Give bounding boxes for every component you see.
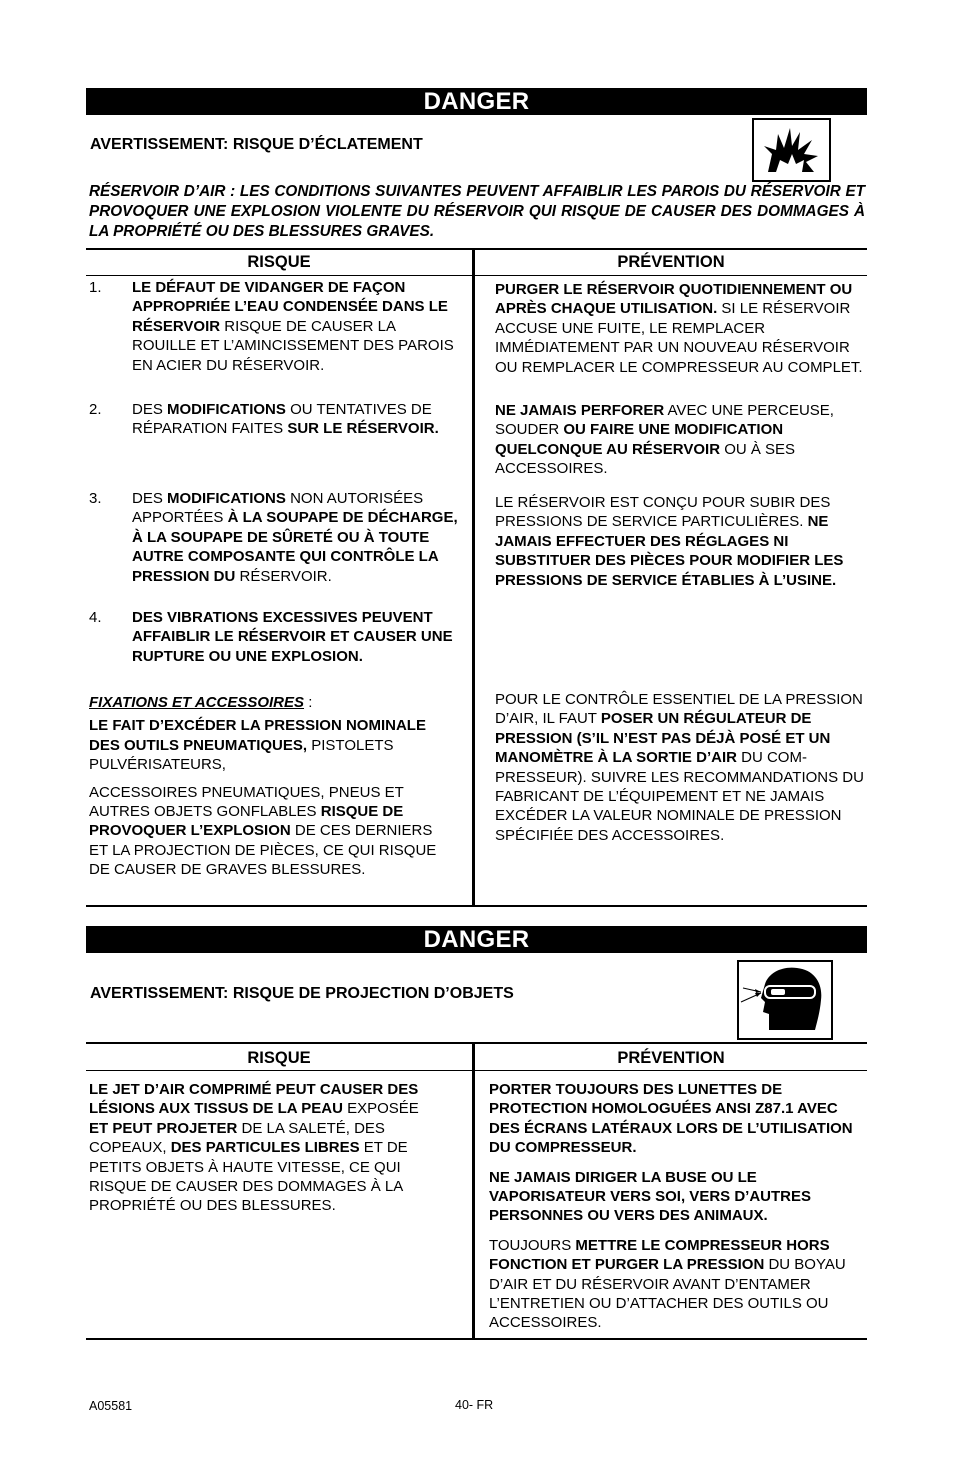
prevention-4 [495, 690, 867, 845]
col-header-prevention: PRÉVENTION [617, 1049, 725, 1067]
risk-text: EXPOSÉE [342, 1100, 419, 1118]
prevention-text: OU À SES ACCESSOIRES. [495, 440, 796, 478]
risk-text: RÉSERVOIR. [235, 567, 332, 585]
prevention-bold: NE JAMAIS EFFECTUER DES RÉGLAGES NI SUBSTITUER DES PIÈCES POUR MODIFIER LES PRESSIONS DE SERVICE ÉTABLIES À L’USINE. [495, 513, 844, 589]
risk-bold: ET PEUT PROJETER [89, 1119, 238, 1137]
document-code: A05581 [89, 1399, 133, 1413]
prevention-text: POUR LE CONTRÔLE ESSENTIEL DE LA PRESSION D’AIR, IL FAUT [495, 691, 863, 728]
fixations-title: FIXATIONS ET ACCESSOIRES [89, 694, 305, 711]
risk-bold: DES VIBRATIONS EXCESSIVES PEUVENT AFFAIBLIR LE RÉSERVOIR ET CAUSER UNE RUPTURE OU UNE EXPLOSION. [132, 609, 453, 665]
prevention-bold: NE JAMAIS PERFORER [495, 402, 665, 419]
item-number: 2. [89, 401, 102, 418]
risk-bold: SUR LE RÉSERVOIR. [287, 420, 439, 438]
fixations-bold: LE FAIT D’EXCÉDER LA PRESSION NOMINALE DES OUTILS PNEUMATIQUES, [89, 717, 426, 754]
fixations-text: DE CES DERNIERS ET LA PROJECTION DE PIÈCES, CE QUI RISQUE DE CAUSER DE GRAVES BLESSURES. [89, 822, 437, 879]
prevention-text: DU BOYAU D’AIR ET DU RÉSERVOIR AVANT D’ENTAMER L’ENTRETIEN OU D’ATTACHER DES OUTILS OU ACCESSOIRES. [489, 1256, 846, 1332]
page-number: 40- FR [455, 1398, 494, 1412]
risk-bold: À LA SOUPAPE DE DÉCHARGE, À LA SOUPAPE DE SÛRETÉ OU À TOUTE AUTRE COMPOSANTE QUI CONTRÔLE LA PRESSION DU [132, 509, 458, 585]
risk-text: DE LA SALETÉ, DES COPEAUX, [89, 1119, 385, 1157]
risk-table-1 [86, 248, 867, 908]
fixations-block [89, 693, 449, 890]
prevention-bold: OU FAIRE UNE MODIFICATION QUELCONQUE AU RÉSERVOIR [495, 421, 784, 458]
risk-text: ET DE PETITS OBJETS À HAUTE VITESSE, CE QUI RISQUE DE CAUSER DES DOMMAGES À LA PROPRIÉTÉ OU DES BLESSURES. [89, 1139, 408, 1215]
prevention-text: SI LE RÉSERVOIR ACCUSE UNE FUITE, LE REMPLACER IMMÉDIATEMENT PAR UN NOUVEAU RÉSERVOIR OU REMPLACER LE COMPRESSEUR AU COMPLET. [495, 300, 863, 376]
risk-text: DES [132, 401, 168, 418]
risk-item [89, 1080, 441, 1216]
fixations-bold: RISQUE DE PROVOQUER L’EXPLOSION [89, 803, 404, 840]
prevention-bold: METTRE LE COMPRESSEUR HORS FONCTION ET PURGER LA PRESSION [489, 1236, 830, 1274]
fixations-colon: : [304, 694, 313, 711]
prevention-bold: PORTER TOUJOURS DES LUNETTES DE PROTECTION HOMOLOGUÉES ANSI Z87.1 AVEC DES ÉCRANS LATÉRAUX LORS DE L’UTILISATION DU COMPRESSEUR. [489, 1081, 853, 1157]
prevention-1 [495, 280, 865, 377]
risk-bold: LE DÉFAUT DE VIDANGER DE FAÇON APPROPRIÉE L’EAU CONDENSÉE DANS LE RÉSERVOIR [132, 279, 448, 335]
intro-text: RÉSERVOIR D’AIR : LES CONDITIONS SUIVANTES PEUVENT AFFAIBLIR LES PAROIS DU RÉSERVOIR ET PROVOQUER UNE EXPLOSION VIOLENTE DU RÉSERVOIR QUI RISQUE DE CAUSER DES DOMMAGES À LA PROPRIÉTÉ OU DES BLESSURES GRAVES. [89, 183, 865, 240]
explosion-icon [752, 118, 831, 182]
item-number: 3. [89, 490, 102, 507]
prevention-bold: POSER UN RÉGULATEUR DE PRESSION (S’IL N’EST PAS DÉJÀ POSÉ ET UN MANOMÈTRE À LA SORTIE D’AIR [495, 710, 831, 767]
col-header-risk: RISQUE [247, 253, 311, 271]
prevention-text: TOUJOURS [489, 1236, 576, 1254]
risk-text: NON AUTORISÉES APPORTÉES [132, 490, 424, 527]
risk-text: RISQUE DE CAUSER LA ROUILLE ET L’AMINCISSEMENT DES PAROIS EN ACIER DU RÉSERVOIR. [132, 317, 454, 374]
warning-heading: AVERTISSEMENT: RISQUE D’ÉCLATEMENT [90, 136, 423, 153]
fixations-text: PISTOLETS PULVÉRISATEURS, [89, 736, 394, 774]
prevention-text: DU COM-PRESSEUR). SUIVRE LES RECOMMANDATIONS DU FABRICANT DE L’ÉQUIPEMENT ET NE JAMAIS EXCÉDER LA VALEUR NOMINALE DE PRESSION SPÉCIFIÉE DES ACCESSOIRES. [495, 749, 864, 844]
prevention-3 [495, 493, 867, 590]
risk-text: DES [132, 490, 168, 507]
item-number: 1. [89, 279, 102, 296]
risk-text: OU TENTATIVES DE RÉPARATION FAITES [132, 401, 432, 438]
risk-bold: MODIFICATIONS [167, 490, 286, 507]
danger-banner: DANGER [86, 88, 867, 115]
prevention-bold: PURGER LE RÉSERVOIR QUOTIDIENNEMENT OU APRÈS CHAQUE UTILISATION. [495, 281, 853, 318]
item-number: 4. [89, 609, 102, 626]
col-header-prevention: PRÉVENTION [617, 253, 725, 271]
prevention-text: AVEC UNE PERCEUSE, SOUDER [495, 402, 834, 439]
prevention-bold: NE JAMAIS DIRIGER LA BUSE OU LE VAPORISATEUR VERS SOI, VERS D’AUTRES PERSONNES OU VERS DES ANIMAUX. [489, 1168, 811, 1225]
prevention-2 [495, 401, 865, 479]
prevention-text: LE RÉSERVOIR EST CONÇU POUR SUBIR DES PRESSIONS DE SERVICE PARTICULIÈRES. [495, 494, 831, 531]
risk-bold: DES PARTICULES LIBRES [170, 1139, 360, 1157]
col-header-risk: RISQUE [247, 1049, 311, 1067]
prevention-block [489, 1080, 861, 1343]
warning-heading-2: AVERTISSEMENT: RISQUE DE PROJECTION D’OBJETS [90, 985, 514, 1002]
risk-bold: MODIFICATIONS [167, 401, 286, 418]
danger-banner-2: DANGER [86, 926, 867, 953]
fixations-text: ACCESSOIRES PNEUMATIQUES, PNEUS ET AUTRES OBJETS GONFLABLES [89, 783, 404, 821]
risk-bold: LE JET D’AIR COMPRIMÉ PEUT CAUSER DES LÉSIONS AUX TISSUS DE LA PEAU [89, 1081, 419, 1118]
risk-table-2 [86, 1042, 867, 1342]
safety-goggles-head-icon [737, 960, 833, 1040]
